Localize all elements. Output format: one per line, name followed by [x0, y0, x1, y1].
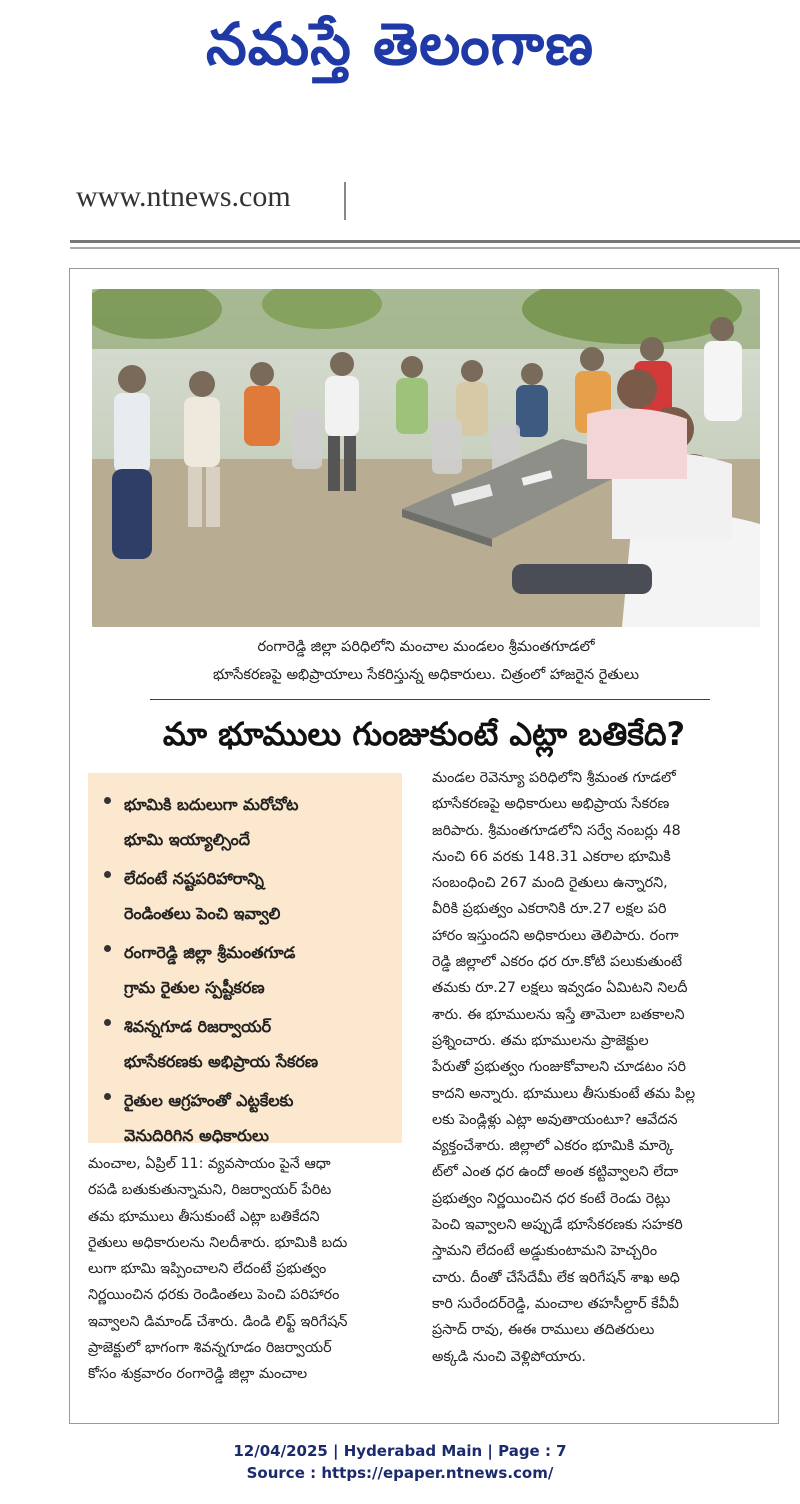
article-line: స్తామని లేదంటే అడ్డుకుంటామని హెచ్చరిం	[432, 1243, 658, 1260]
highlight-line: భూసేకరణకు అభిప్రాయ సేకరణ	[124, 1052, 319, 1071]
article-line: కోసం శుక్రవారం రంగారెడ్డి జిల్లా మంచాల	[88, 1366, 308, 1383]
article-line: జరిపారు. శ్రీమంతగూడలోని సర్వే నంబర్లు 48	[432, 822, 681, 839]
header-rule	[70, 240, 800, 243]
website-url: www.ntnews.com	[76, 180, 291, 213]
article-line: లకు పెండ్లిళ్లు ఎట్లా అవుతాయంటూ? ఆవేదన	[432, 1111, 678, 1128]
article-line: శారు. ఈ భూములను ఇస్తే తామెలా బతకాలని	[432, 1006, 685, 1023]
bullet-icon	[104, 797, 111, 804]
highlight-item	[104, 935, 392, 1005]
article-line: నిర్ణయించిన ధరకు రెండింతలు పెంచి పరిహారం	[88, 1287, 340, 1304]
highlight-line: భూమి ఇయ్యాల్సిందే	[124, 830, 251, 849]
article-line: కారి సురేందర్‌రెడ్డి, మంచాల తహసీల్దార్ కేవీవీ	[432, 1295, 679, 1312]
article-line: మండల రెవెన్యూ పరిధిలోని శ్రీమంత గూడలో	[432, 770, 676, 786]
highlight-line: రైతుల ఆగ్రహంతో ఎట్టకేలకు	[124, 1091, 294, 1110]
highlight-line: రెండింతలు పెంచి ఇవ్వాలి	[124, 904, 281, 923]
masthead-title: నమస్తే తెలంగాణ	[206, 10, 594, 78]
caption-line: భూసేకరణపై అభిప్రాయాలు సేకరిస్తున్న అధికారులు. చిత్రంలో హాజరైన రైతులు	[213, 667, 639, 683]
header-rule-secondary	[70, 247, 800, 249]
article-line: భూసేకరణపై అధికారులు అభిప్రాయ సేకరణ	[432, 796, 670, 813]
caption-rule	[150, 699, 710, 700]
article-column-left	[88, 1151, 404, 1388]
article-line: ట్‌లో ఎంత ధర ఉందో అంత కట్టివ్వాలని లేదా	[432, 1164, 679, 1181]
article-line: మంచాల, ఏప్రిల్ 11: వ్యవసాయం పైనే ఆధా	[88, 1156, 331, 1172]
caption-line: రంగారెడ్డి జిల్లా పరిధిలోని మంచాల మండలం శ్రీమంతగూడలో	[257, 639, 595, 655]
bullet-icon	[104, 871, 111, 878]
news-clipping	[69, 268, 779, 1424]
article-line: ఇవ్వాలని డిమాండ్ చేశారు. డిండి లిఫ్ట్ ఇరిగేషన్	[88, 1313, 348, 1330]
article-line: పేరుతో ప్రభుత్వం గుంజుకోవాలని చూడటం సరి	[432, 1059, 686, 1076]
article-line: లుగా భూమి ఇప్పించాలని లేదంటే ప్రభుత్వం	[88, 1261, 327, 1278]
photo-illustration	[92, 289, 760, 627]
bullet-icon	[104, 945, 111, 952]
highlight-line: రంగారెడ్డి జిల్లా శ్రీమంతగూడ	[124, 943, 296, 962]
article-line: హారం ఇస్తుందని అధికారులు తెలిపారు. రంగా	[432, 927, 679, 944]
website-divider	[344, 182, 346, 220]
article-line: తమ భూములు తీసుకుంటే ఎట్లా బతికేదని	[88, 1208, 320, 1225]
article-line: రెడ్డి జిల్లాలో ఎకరం ధర రూ.కోటి పలుకుతుంటే	[432, 954, 683, 971]
article-line: చారు. దీంతో చేసేదేమీ లేక ఇరిగేషన్ శాఖ అధి	[432, 1269, 680, 1286]
article-line: ప్రాజెక్టులో భాగంగా శివన్నగూడం రిజర్వాయర్	[88, 1340, 332, 1357]
photo-caption	[92, 633, 760, 689]
highlight-item	[104, 1083, 392, 1153]
article-line: రపడి బతుకుతున్నామని, రిజర్వాయర్ పేరిట	[88, 1182, 332, 1199]
highlights-box	[88, 773, 402, 1143]
article-line: ప్రసాద్ రావు, ఈఈ రాములు తదితరులు	[432, 1322, 655, 1339]
highlight-line: లేదంటే నష్టపరిహారాన్ని	[124, 869, 264, 888]
article-line: పెంచి ఇవ్వాలని అప్పుడే భూసేకరణకు సహకరి	[432, 1217, 683, 1234]
footer	[0, 1440, 800, 1484]
headline: మా భూములు గుంజుకుంటే ఎట్లా బతికేది?	[162, 715, 686, 753]
highlight-line: వెనుదిరిగిన అధికారులు	[124, 1126, 269, 1145]
article-line: సంబంధించి 267 మంది రైతులు ఉన్నారని,	[432, 875, 668, 892]
highlight-line: గ్రామ రైతుల స్పష్టీకరణ	[124, 978, 265, 997]
news-photo	[92, 289, 760, 627]
highlight-line: శివన్నగూడ రిజర్వాయర్	[124, 1017, 272, 1036]
footer-date-edition: 12/04/2025 | Hyderabad Main | Page : 7	[233, 1442, 567, 1460]
article-line: అక్కడి నుంచి వెళ్లిపోయారు.	[432, 1348, 586, 1365]
footer-source: Source : https://epaper.ntnews.com/	[246, 1464, 554, 1482]
article-line: వీరికి ప్రభుత్వం ఎకరానికి రూ.27 లక్షల పరి	[432, 901, 667, 918]
article-line: రైతులు అధికారులను నిలదీశారు. భూమికి బదు	[88, 1234, 348, 1251]
highlight-item	[104, 1009, 392, 1079]
article-column-right	[432, 765, 762, 1370]
highlight-line: భూమికి బదులుగా మరోచోట	[124, 795, 299, 814]
bullet-icon	[104, 1019, 111, 1026]
article-line: ప్రభుత్వం నిర్ణయించిన ధర కంటే రెండు రెట్లు	[432, 1190, 671, 1207]
article-line: వ్యక్తంచేశారు. జిల్లాలో ఎకరం భూమికి మార్కె	[432, 1138, 674, 1155]
article-line: ప్రశ్నించారు. తమ భూములను ప్రాజెక్టుల	[432, 1032, 649, 1049]
article-line: తమకు రూ.27 లక్షలు ఇవ్వడం ఏమిటని నిలదీ	[432, 980, 688, 997]
article-line: కాదని అన్నారు. భూములు తీసుకుంటే తమ పిల్ల	[432, 1085, 696, 1102]
highlight-item	[104, 787, 392, 857]
bullet-icon	[104, 1093, 111, 1100]
highlight-item	[104, 861, 392, 931]
article-line: నుంచి 66 వరకు 148.31 ఎకరాల భూమికి	[432, 848, 671, 865]
